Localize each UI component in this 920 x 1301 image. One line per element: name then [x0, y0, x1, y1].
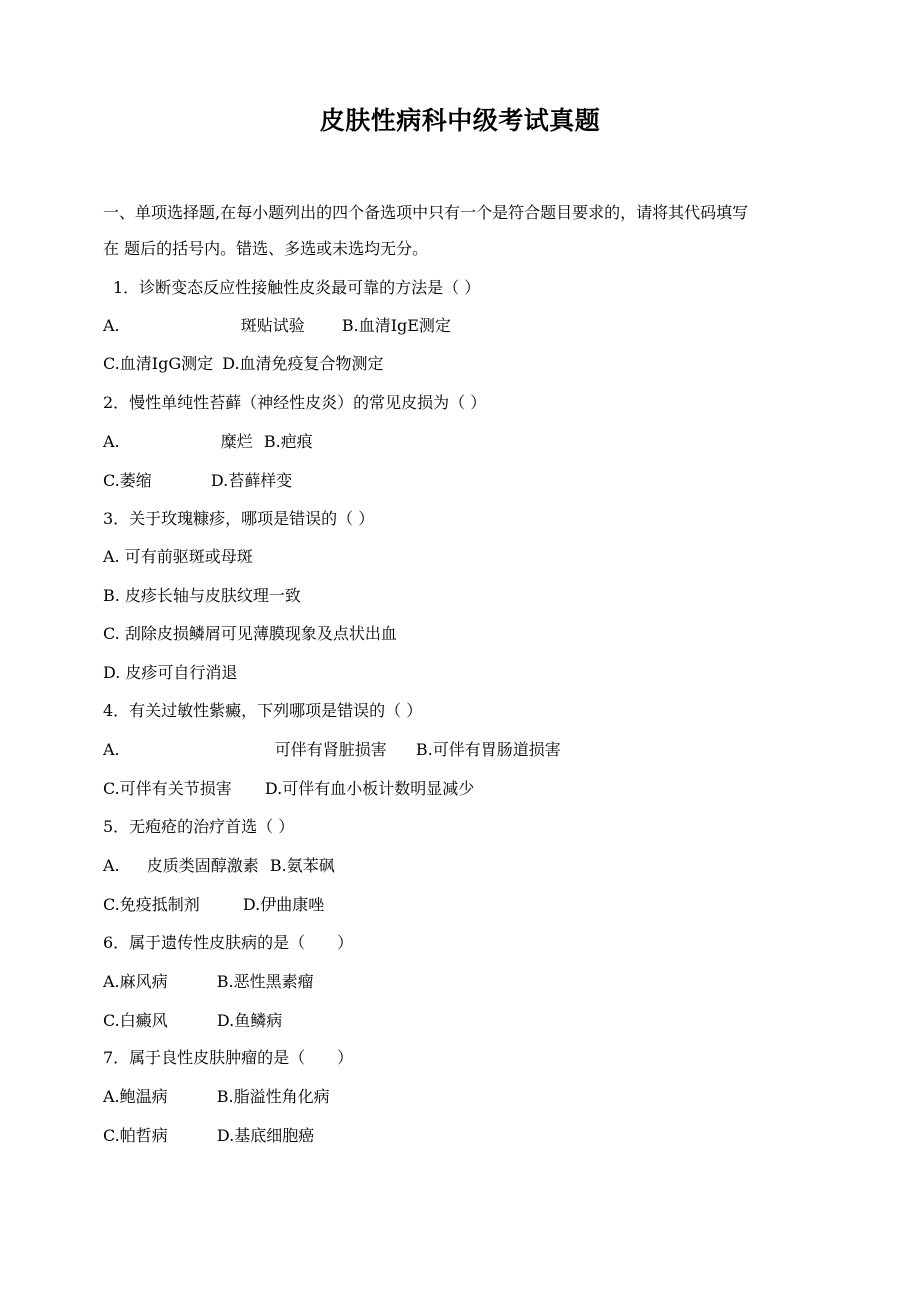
question-4-option-b: B.可伴有胃肠道损害: [415, 740, 561, 759]
question-7-option-c: C.帕哲病: [103, 1126, 168, 1145]
question-4-option-a: 可伴有肾脏损害: [274, 740, 387, 759]
question-2-stem: 2．慢性单纯性苔藓（神经性皮炎）的常见皮损为（ ）: [103, 393, 487, 412]
question-1-option-c: C.血清IgG测定: [103, 354, 214, 373]
question-1-option-b: B.血清IgE测定: [341, 316, 451, 335]
question-7-option-d: D.基底细胞癌: [216, 1126, 315, 1145]
question-4-option-d: D.可伴有血小板计数明显减少: [264, 779, 475, 798]
question-4-stem: 4．有关过敏性紫癜，下列哪项是错误的（ ）: [103, 701, 423, 720]
question-1-option-a: 斑贴试验: [240, 316, 305, 335]
question-5-option-b: B.氨苯砜: [269, 856, 335, 875]
question-3-option-d: D. 皮疹可自行消退: [103, 663, 238, 682]
question-2-option-a-label: A.: [103, 432, 120, 451]
question-6-stem: 6．属于遗传性皮肤病的是（ ）: [103, 933, 354, 952]
question-3-option-c: C. 刮除皮损鳞屑可见薄膜现象及点状出血: [103, 624, 397, 643]
question-2-options-ab: [103, 430, 313, 454]
question-5-option-d: D.伊曲康唑: [242, 895, 325, 914]
question-5-option-a-label: A.: [103, 856, 120, 875]
question-5-option-a: 皮质类固醇激素: [146, 856, 259, 875]
question-3-option-b: B. 皮疹长轴与皮肤纹理一致: [103, 586, 301, 605]
question-1-options-cd: [103, 352, 384, 376]
question-4-options-cd: [103, 777, 474, 801]
question-7-stem: 7．属于良性皮肤肿瘤的是（ ）: [103, 1048, 354, 1067]
question-1-options-ab: [103, 314, 451, 338]
question-6-option-b: B.恶性黑素瘤: [216, 972, 314, 991]
question-2-option-a: 糜烂: [220, 432, 253, 451]
section-heading: 一、单项选择题,在每小题列出的四个备选项中只有一个是符合题目要求的，请将其代码填写: [103, 203, 749, 222]
question-5-stem: 5．无疱疮的治疗首选（ ）: [103, 817, 295, 836]
question-6-options-cd: [103, 1009, 282, 1033]
question-7-option-b: B.脂溢性角化病: [216, 1087, 330, 1106]
question-4-option-c: C.可伴有关节损害: [103, 779, 232, 798]
question-1-stem: 1．诊断变态反应性接触性皮炎最可靠的方法是（ ）: [113, 278, 481, 297]
question-2-option-b: B.疤痕: [263, 432, 313, 451]
question-7-option-a: A.鲍温病: [103, 1087, 168, 1106]
question-3-stem: 3．关于玫瑰糠疹，哪项是错误的（ ）: [103, 509, 375, 528]
question-2-option-c: C.萎缩: [103, 471, 152, 490]
question-3-option-a: A. 可有前驱斑或母斑: [103, 547, 253, 566]
section-instruction: 在 题后的括号内。错选、多选或未选均无分。: [103, 239, 429, 258]
question-5-options-ab: [103, 854, 335, 878]
question-7-options-ab: [103, 1085, 330, 1109]
question-2-option-d: D.苔藓样变: [210, 471, 293, 490]
question-5-option-c: C.免疫抵制剂: [103, 895, 200, 914]
document-title: 皮肤性病科中级考试真题: [319, 106, 601, 135]
question-1-option-d: D.血清免疫复合物测定: [222, 354, 384, 373]
question-6-option-c: C.白癜风: [103, 1011, 168, 1030]
question-4-option-a-label: A.: [103, 740, 120, 759]
question-6-options-ab: [103, 970, 314, 994]
question-6-option-d: D.鱼鳞病: [216, 1011, 283, 1030]
question-1-option-a-label: A.: [103, 316, 120, 335]
question-5-options-cd: [103, 893, 324, 917]
question-4-options-ab: [103, 738, 561, 762]
question-2-options-cd: [103, 469, 292, 493]
question-7-options-cd: [103, 1124, 314, 1148]
question-6-option-a: A.麻风病: [103, 972, 168, 991]
